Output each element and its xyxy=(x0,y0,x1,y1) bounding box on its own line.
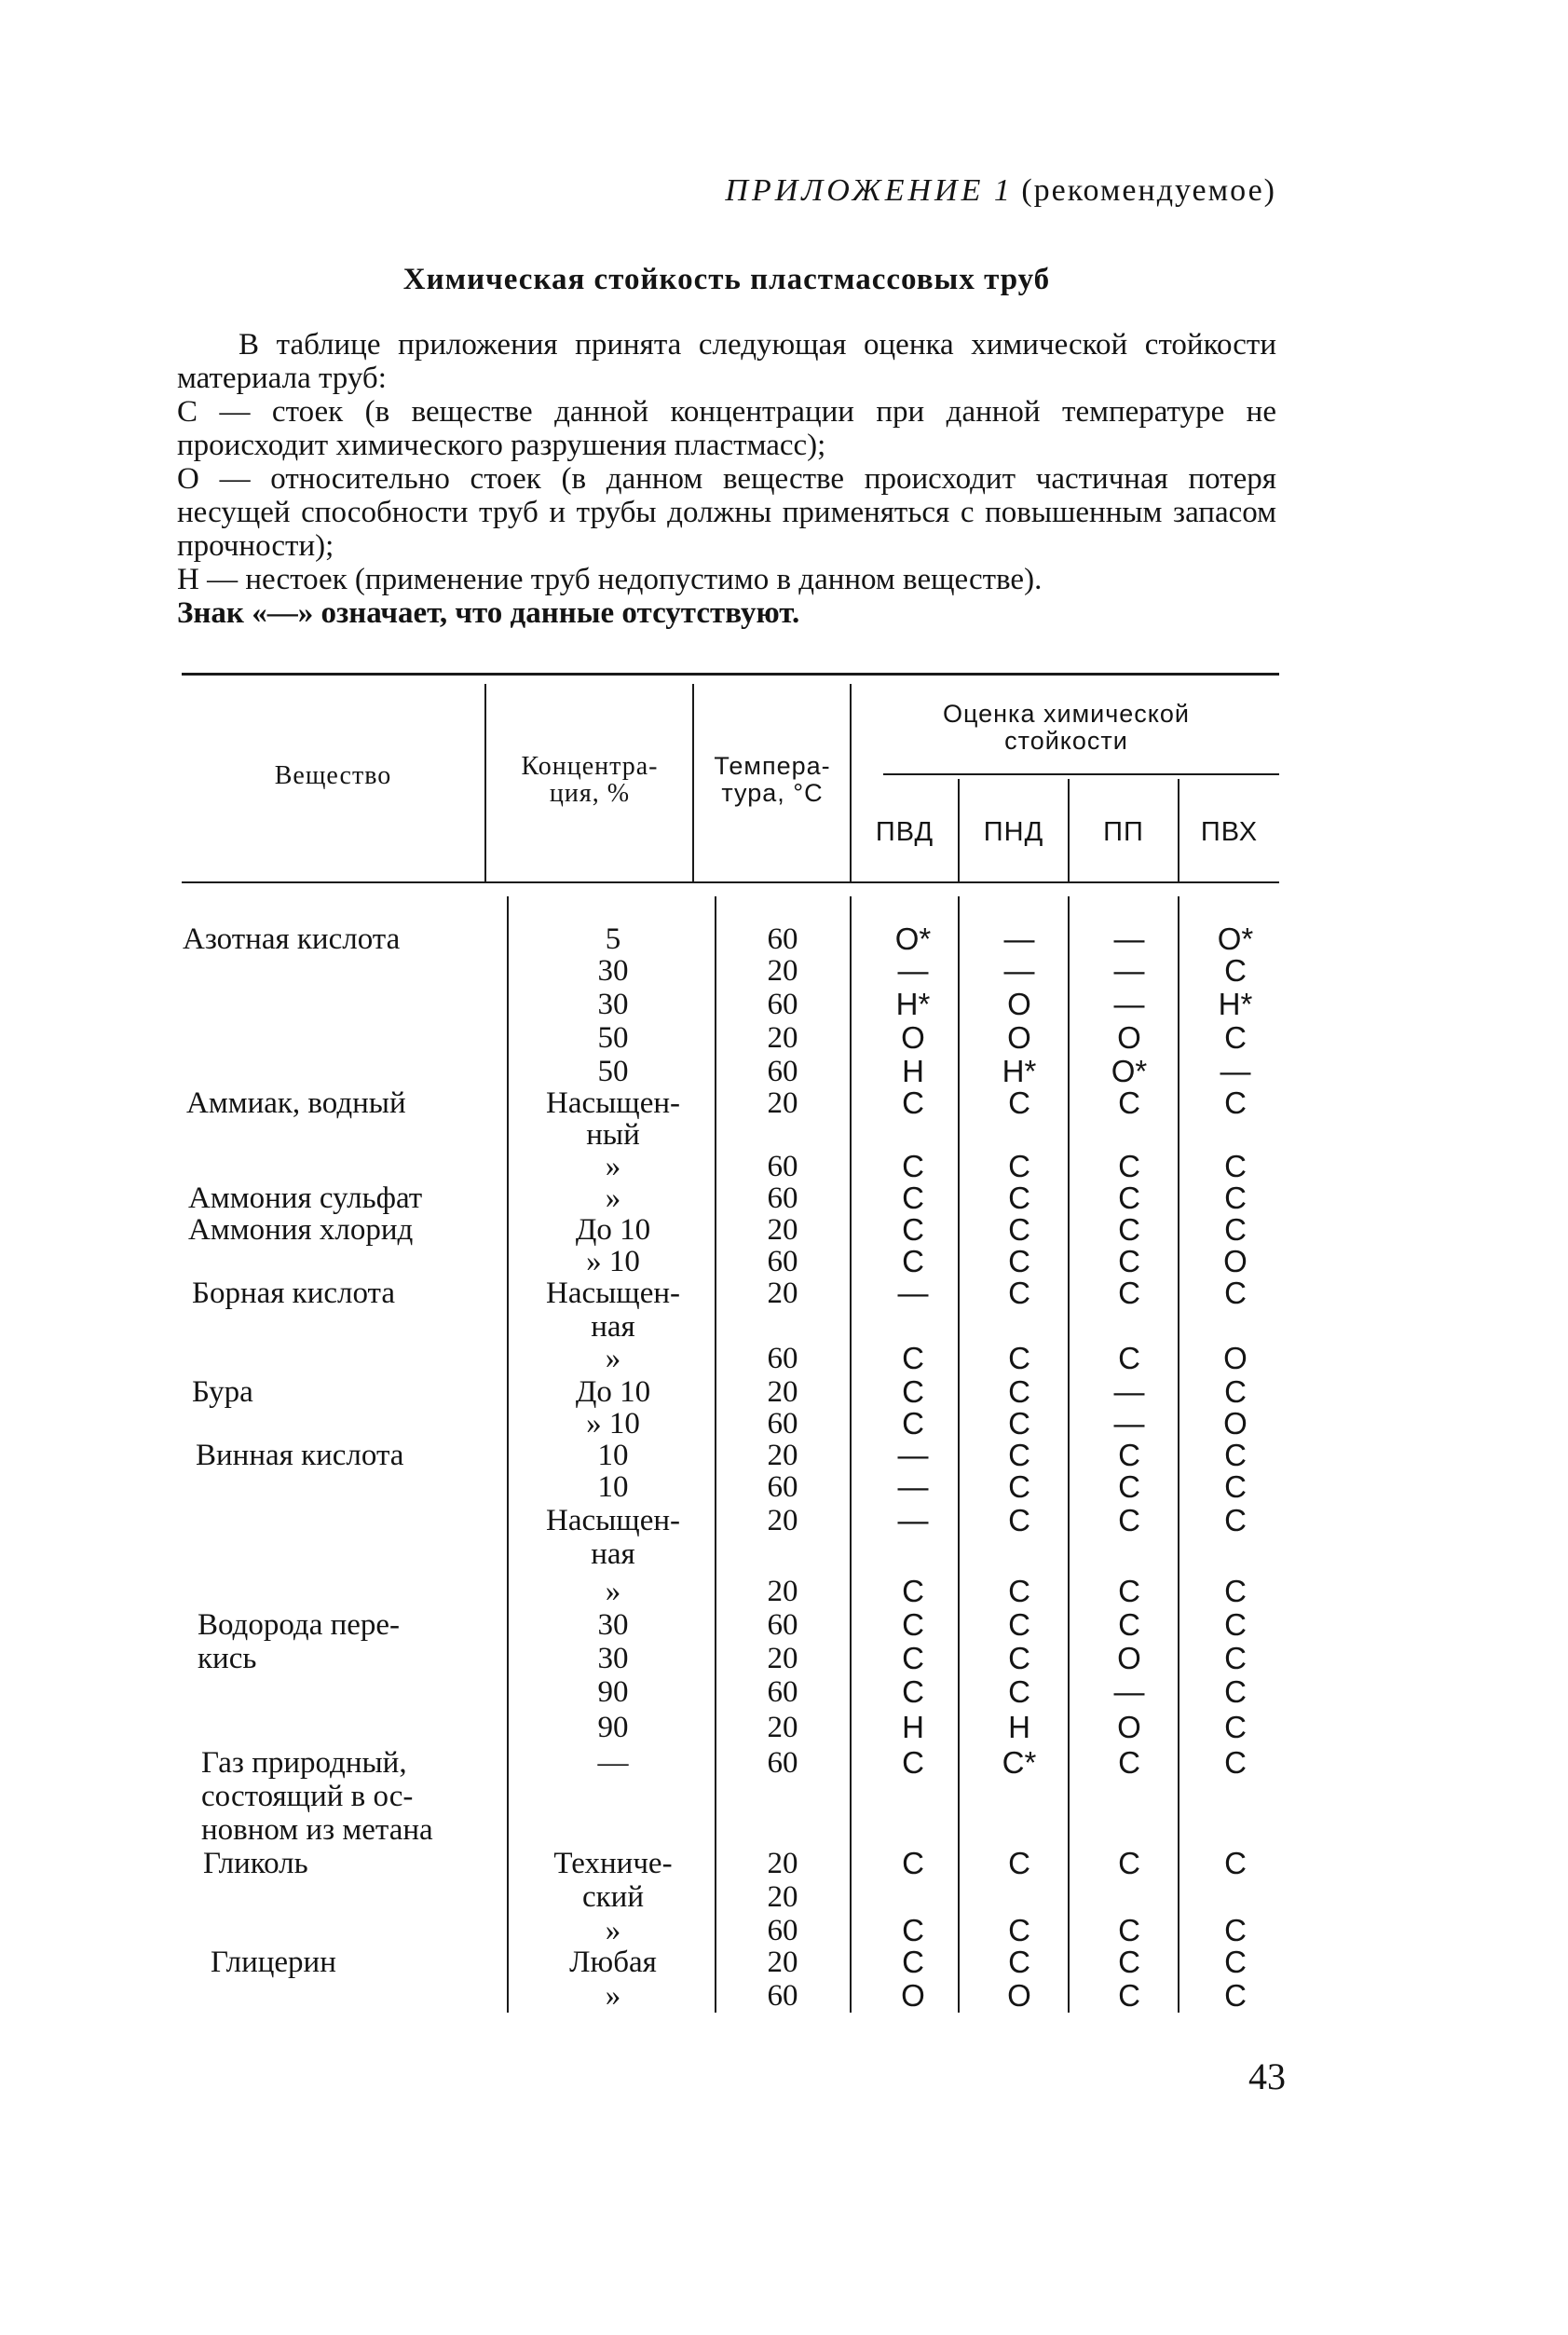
substance-name: Винная кислота xyxy=(196,1439,404,1472)
temperature-value: 20 xyxy=(767,1946,798,1979)
temperature-value: 60 xyxy=(767,1245,798,1278)
header-concentration-line2: ция, % xyxy=(549,779,631,808)
rating-pp: С xyxy=(1118,1341,1140,1375)
rating-pp: С xyxy=(1118,1978,1140,2013)
intro-text xyxy=(177,328,1276,630)
rating-pnd: Н* xyxy=(1002,1054,1037,1088)
temperature-value: 60 xyxy=(767,1979,798,2013)
concentration-value: Насыщен- xyxy=(545,1086,680,1120)
rating-pvd: С xyxy=(902,1745,924,1780)
concentration-value: ский xyxy=(582,1880,644,1914)
concentration-value: » xyxy=(605,1150,621,1183)
rating-pvh: С xyxy=(1224,1846,1247,1880)
rating-pp: С xyxy=(1118,1212,1140,1247)
rating-pvd: С xyxy=(902,1212,924,1247)
intro-paragraph: В таблице приложения принята следующая оценка химической стойкости материала труб: xyxy=(177,328,1276,395)
rating-pnd: О xyxy=(1007,1020,1031,1055)
legend-no-data: Знак «—» означает, что данные отсутствуют. xyxy=(177,596,800,630)
rating-pnd: С xyxy=(1008,1086,1030,1120)
rating-pp: — xyxy=(1113,953,1145,988)
rating-pp: С xyxy=(1118,1745,1140,1780)
rating-pvd: — xyxy=(897,1276,929,1310)
concentration-value: » xyxy=(605,1914,621,1947)
temperature-value: 60 xyxy=(767,922,798,956)
temperature-value: 60 xyxy=(767,1342,798,1375)
concentration-value: Любая xyxy=(569,1946,657,1979)
temperature-value: 20 xyxy=(767,954,798,988)
concentration-value: » xyxy=(605,1575,621,1608)
page-title: Химическая стойкость пластмассовых труб xyxy=(402,263,1051,296)
rating-pnd: С xyxy=(1008,1438,1030,1472)
rating-pp: О xyxy=(1117,1641,1141,1675)
concentration-value: 30 xyxy=(597,1642,629,1675)
appendix-note: (рекомендуемое) xyxy=(1021,173,1276,208)
rating-pvd: С xyxy=(902,1406,924,1441)
rating-pp: С xyxy=(1118,1607,1140,1642)
header-pnd: ПНД xyxy=(983,817,1044,847)
rating-pvh: С xyxy=(1224,1503,1247,1537)
concentration-value: » xyxy=(605,1181,621,1215)
concentration-value: 10 xyxy=(597,1439,629,1472)
substance-name: Азотная кислота xyxy=(183,922,401,956)
rating-pvh: С xyxy=(1224,1945,1247,1979)
body-divider xyxy=(507,896,509,2013)
rating-pvd: С xyxy=(902,1674,924,1709)
concentration-value: ная xyxy=(591,1310,635,1344)
substance-name: Водорода пере- xyxy=(198,1608,401,1642)
rating-pvd: С xyxy=(902,1181,924,1215)
rating-pvh: С xyxy=(1224,1181,1247,1215)
rating-pnd: С xyxy=(1008,1574,1030,1608)
rating-pp: С xyxy=(1118,1244,1140,1278)
concentration-value: ный xyxy=(586,1118,640,1152)
rating-pp: О* xyxy=(1111,1054,1148,1088)
temperature-value: 60 xyxy=(767,1055,798,1088)
rating-pvh: О* xyxy=(1217,922,1254,956)
temperature-value: 60 xyxy=(767,1470,798,1504)
rating-pnd: С xyxy=(1008,1469,1030,1504)
rating-pvd: Н* xyxy=(895,987,931,1021)
header-divider xyxy=(484,684,486,881)
rating-pp: — xyxy=(1113,1374,1145,1409)
rating-pvd: — xyxy=(897,1469,929,1504)
concentration-value: 5 xyxy=(605,922,621,956)
concentration-value: 10 xyxy=(597,1470,629,1504)
rating-pnd: С xyxy=(1008,1846,1030,1880)
rating-pp: С xyxy=(1118,1913,1140,1947)
rating-pvd: С xyxy=(902,1244,924,1278)
rating-pp: — xyxy=(1113,987,1145,1021)
rating-pnd: С xyxy=(1008,1503,1030,1537)
rating-pnd: С* xyxy=(1002,1745,1037,1780)
substance-name: Борная кислота xyxy=(192,1277,396,1310)
rating-pvh: С xyxy=(1224,1438,1247,1472)
concentration-value: Техниче- xyxy=(553,1847,673,1880)
rating-pp: С xyxy=(1118,1846,1140,1880)
concentration-value: » 10 xyxy=(586,1407,640,1441)
body-divider xyxy=(1178,896,1179,2013)
rating-pvh: О xyxy=(1223,1341,1248,1375)
substance-name: Глицерин xyxy=(211,1946,336,1979)
rating-pvh: С xyxy=(1224,1212,1247,1247)
legend-unstable: Н — нестоек (применение труб недопустимо в данном веществе). xyxy=(177,563,1043,596)
rating-pvd: Н xyxy=(902,1710,924,1744)
header-rating-line1: Оценка химической xyxy=(942,700,1191,728)
appendix-word: ПРИЛОЖЕНИЕ xyxy=(725,173,985,208)
rating-pnd: С xyxy=(1008,1674,1030,1709)
rating-pvh: С xyxy=(1224,1020,1247,1055)
concentration-value: 30 xyxy=(597,1608,629,1642)
legend-stable: С — стоек (в веществе данной концентрации при данной температуре не происходит химического разрушения пластмасс); xyxy=(177,395,1276,462)
header-pvh: ПВХ xyxy=(1200,817,1259,847)
body-divider xyxy=(1068,896,1070,2013)
rating-pnd: С xyxy=(1008,1341,1030,1375)
rating-pvd: С xyxy=(902,1149,924,1183)
substance-name: кись xyxy=(198,1642,257,1675)
rating-pvh: С xyxy=(1224,1913,1247,1947)
rating-pvh: — xyxy=(1220,1054,1251,1088)
rating-pvh: С xyxy=(1224,1374,1247,1409)
rating-pvh: С xyxy=(1224,1674,1247,1709)
rating-pp: О xyxy=(1117,1710,1141,1744)
body-divider xyxy=(850,896,852,2013)
concentration-value: До 10 xyxy=(575,1375,651,1409)
concentration-value: Насыщен- xyxy=(545,1277,680,1310)
substance-name: Аммония хлорид xyxy=(188,1213,414,1247)
rating-subheader-rule xyxy=(883,773,1279,775)
rating-pnd: С xyxy=(1008,1244,1030,1278)
header-bottom-rule xyxy=(182,881,1279,883)
rating-pvd: О* xyxy=(894,922,932,956)
rating-pnd: С xyxy=(1008,1149,1030,1183)
rating-pvh: С xyxy=(1224,1641,1247,1675)
concentration-value: Насыщен- xyxy=(545,1504,680,1537)
temperature-value: 60 xyxy=(767,1407,798,1441)
rating-pvd: Н xyxy=(902,1054,924,1088)
substance-name: Аммиак, водный xyxy=(186,1086,406,1120)
rating-pvh: С xyxy=(1224,1086,1247,1120)
rating-pvd: — xyxy=(897,953,929,988)
rating-pvd: С xyxy=(902,1913,924,1947)
rating-pnd: С xyxy=(1008,1406,1030,1441)
header-rating-line2: стойкости xyxy=(1004,727,1128,755)
rating-pp: О xyxy=(1117,1020,1141,1055)
temperature-value: 20 xyxy=(767,1086,798,1120)
concentration-value: 90 xyxy=(597,1711,629,1744)
temperature-value: 60 xyxy=(767,1914,798,1947)
rating-pvd: С xyxy=(902,1945,924,1979)
temperature-value: 60 xyxy=(767,1181,798,1215)
header-divider xyxy=(692,684,694,881)
concentration-value: » xyxy=(605,1342,621,1375)
rating-pvh: С xyxy=(1224,1607,1247,1642)
rating-pvh: С xyxy=(1224,1574,1247,1608)
header-pvd: ПВД xyxy=(875,817,934,847)
rating-pnd: С xyxy=(1008,1913,1030,1947)
header-concentration-line1: Концентра- xyxy=(521,752,659,781)
temperature-value: 60 xyxy=(767,1608,798,1642)
rating-pnd: С xyxy=(1008,1181,1030,1215)
concentration-value: 50 xyxy=(597,1055,629,1088)
temperature-value: 20 xyxy=(767,1439,798,1472)
substance-name: Гликоль xyxy=(203,1847,308,1880)
rating-pvd: С xyxy=(902,1846,924,1880)
rating-pp: С xyxy=(1118,1503,1140,1537)
rating-pp: — xyxy=(1113,922,1145,956)
rating-pvd: С xyxy=(902,1341,924,1375)
rating-pvh: С xyxy=(1224,1276,1247,1310)
rating-pnd: — xyxy=(1003,922,1035,956)
concentration-value: » 10 xyxy=(586,1245,640,1278)
rating-pvd: О xyxy=(901,1978,925,2013)
concentration-value: ная xyxy=(591,1537,635,1571)
rating-pnd: С xyxy=(1008,1374,1030,1409)
header-temperature-line1: Темпера- xyxy=(714,752,831,780)
rating-pp: С xyxy=(1118,1086,1140,1120)
substance-name: состоящий в ос- xyxy=(201,1780,414,1813)
concentration-value: 50 xyxy=(597,1021,629,1055)
concentration-value: До 10 xyxy=(575,1213,651,1247)
rating-pvh: С xyxy=(1224,1469,1247,1504)
rating-pnd: Н xyxy=(1008,1710,1030,1744)
temperature-value: 20 xyxy=(767,1880,798,1914)
rating-pnd: — xyxy=(1003,953,1035,988)
concentration-value: 90 xyxy=(597,1675,629,1709)
rating-pnd: С xyxy=(1008,1212,1030,1247)
rating-pp: — xyxy=(1113,1674,1145,1709)
temperature-value: 60 xyxy=(767,988,798,1021)
rating-pvd: С xyxy=(902,1086,924,1120)
rating-pnd: О xyxy=(1007,1978,1031,2013)
rating-pvh: С xyxy=(1224,953,1247,988)
rating-pvh: О xyxy=(1223,1244,1248,1278)
substance-name: Бура xyxy=(192,1375,253,1409)
temperature-value: 20 xyxy=(767,1711,798,1744)
substance-name: новном из метана xyxy=(201,1813,433,1847)
rating-pp: С xyxy=(1118,1276,1140,1310)
concentration-value: 30 xyxy=(597,988,629,1021)
temperature-value: 20 xyxy=(767,1504,798,1537)
rating-pnd: С xyxy=(1008,1945,1030,1979)
rating-pp: С xyxy=(1118,1149,1140,1183)
rating-pvd: — xyxy=(897,1438,929,1472)
header-divider xyxy=(850,684,852,881)
rating-pp: С xyxy=(1118,1574,1140,1608)
rating-pnd: О xyxy=(1007,987,1031,1021)
header-pp: ПП xyxy=(1103,817,1144,847)
temperature-value: 20 xyxy=(767,1642,798,1675)
table-top-rule xyxy=(182,673,1279,676)
rating-pvd: О xyxy=(901,1020,925,1055)
rating-pnd: С xyxy=(1008,1276,1030,1310)
temperature-value: 60 xyxy=(767,1746,798,1780)
temperature-value: 20 xyxy=(767,1847,798,1880)
temperature-value: 20 xyxy=(767,1375,798,1409)
rating-pp: С xyxy=(1118,1181,1140,1215)
rating-pvh: С xyxy=(1224,1745,1247,1780)
page-number: 43 xyxy=(1248,2055,1286,2097)
rating-pp: — xyxy=(1113,1406,1145,1441)
temperature-value: 60 xyxy=(767,1675,798,1709)
rating-pp: С xyxy=(1118,1469,1140,1504)
rating-pvd: С xyxy=(902,1607,924,1642)
rating-pvh: С xyxy=(1224,1149,1247,1183)
concentration-value: 30 xyxy=(597,954,629,988)
substance-name: Газ природный, xyxy=(201,1746,407,1780)
rating-pnd: С xyxy=(1008,1641,1030,1675)
rating-pvd: — xyxy=(897,1503,929,1537)
legend-relatively-stable: О — относительно стоек (в данном веществе происходит частичная потеря несущей способности труб и трубы должны применяться с повышенным запасом прочности); xyxy=(177,462,1276,563)
rating-pvh: О xyxy=(1223,1406,1248,1441)
rating-pvd: С xyxy=(902,1574,924,1608)
temperature-value: 20 xyxy=(767,1575,798,1608)
temperature-value: 20 xyxy=(767,1213,798,1247)
temperature-value: 20 xyxy=(767,1021,798,1055)
appendix-heading xyxy=(503,173,1276,209)
rating-pp: С xyxy=(1118,1438,1140,1472)
concentration-value: » xyxy=(605,1979,621,2013)
rating-pvh: С xyxy=(1224,1710,1247,1744)
concentration-value: — xyxy=(597,1746,629,1780)
rating-pvd: С xyxy=(902,1374,924,1409)
header-substance: Вещество xyxy=(274,761,392,790)
rating-pvh: Н* xyxy=(1218,987,1253,1021)
temperature-value: 20 xyxy=(767,1277,798,1310)
temperature-value: 60 xyxy=(767,1150,798,1183)
header-temperature-line2: тура, °С xyxy=(721,779,824,807)
rating-pnd: С xyxy=(1008,1607,1030,1642)
rating-pvd: С xyxy=(902,1641,924,1675)
rating-pvh: С xyxy=(1224,1978,1247,2013)
substance-name: Аммония сульфат xyxy=(188,1181,423,1215)
rating-pp: С xyxy=(1118,1945,1140,1979)
appendix-number: 1 xyxy=(993,173,1012,208)
